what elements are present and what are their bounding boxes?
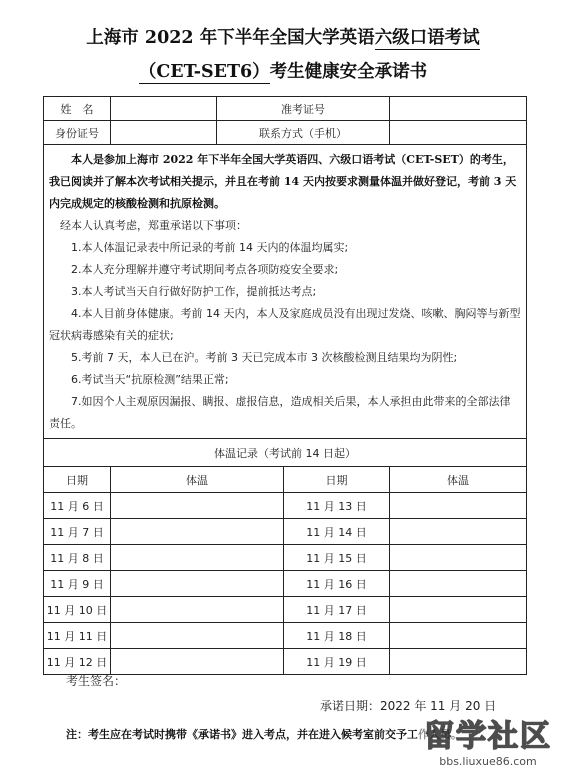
temp-input-left[interactable] <box>111 597 284 623</box>
temp-input-right[interactable] <box>390 493 527 519</box>
temp-input-right[interactable] <box>390 649 527 675</box>
temperature-header-row <box>44 467 527 493</box>
date-cell-right: 11 月 14 日 <box>284 519 390 545</box>
pledge-item-3: 3.本人考试当天自行做好防护工作，提前抵达考点; <box>71 285 317 298</box>
title-line1-underlined: 六级口语考试 <box>374 28 480 48</box>
date-cell-left: 11 月 9 日 <box>44 571 111 597</box>
date-cell-right: 11 月 15 日 <box>284 545 390 571</box>
date-cell-left: 11 月 6 日 <box>44 493 111 519</box>
footer-note: 注：考生应在考试时携带《承诺书》进入考点，并在进入候考室前交予工作人员。 <box>66 728 462 741</box>
date-cell-right: 11 月 13 日 <box>284 493 390 519</box>
pledge-item-1: 1.本人体温记录表中所记录的考前 14 天内的体温均属实; <box>71 241 349 254</box>
pledge-item-4: 4.本人目前身体健康。考前 14 天内，本人及家庭成员没有出现过发烧、咳嗽、胸闷等与新型冠状病毒感染有关的症状; <box>49 307 521 342</box>
temperature-record-title: 体温记录（考试前 14 日起） <box>44 439 527 467</box>
title-line1-text: 上海市 2022 年下半年全国大学英语 <box>86 28 375 48</box>
temp-input-right[interactable] <box>390 545 527 571</box>
watermark-logo <box>413 710 563 772</box>
date-cell-right: 11 月 19 日 <box>284 649 390 675</box>
date-column-header-right: 日期 <box>284 467 390 493</box>
document-title-line1 <box>0 24 566 49</box>
temperature-title-row <box>44 439 527 467</box>
pledge-item-5: 5.考前 7 天，本人已在沪。考前 3 天已完成本市 3 次核酸检测且结果均为阴性; <box>71 351 458 364</box>
temp-input-left[interactable] <box>111 623 284 649</box>
admission-number-field[interactable] <box>390 97 527 121</box>
temp-column-header-right: 体温 <box>390 467 527 493</box>
contact-label: 联系方式（手机） <box>217 121 390 145</box>
table-row <box>44 623 527 649</box>
id-number-field[interactable] <box>111 121 217 145</box>
temp-input-left[interactable] <box>111 519 284 545</box>
pledge-item-2: 2.本人充分理解并遵守考试期间考点各项防疫安全要求; <box>71 263 339 276</box>
table-row <box>44 649 527 675</box>
pledge-item-6: 6.考试当天“抗原检测”结果正常; <box>71 373 229 386</box>
table-row <box>44 545 527 571</box>
pledge-item-7: 7.如因个人主观原因漏报、瞒报、虚报信息，造成相关后果，本人承担由此带来的全部法律责任。 <box>49 395 511 430</box>
name-field[interactable] <box>111 97 217 121</box>
temp-input-left[interactable] <box>111 571 284 597</box>
pledge-form-table <box>43 96 527 675</box>
date-column-header-left: 日期 <box>44 467 111 493</box>
pledge-intro: 经本人认真考虑，郑重承诺以下事项： <box>60 219 247 232</box>
info-row-2 <box>44 121 527 145</box>
date-cell-right: 11 月 16 日 <box>284 571 390 597</box>
table-row <box>44 597 527 623</box>
date-cell-left: 11 月 10 日 <box>44 597 111 623</box>
temp-input-left[interactable] <box>111 545 284 571</box>
temp-input-right[interactable] <box>390 571 527 597</box>
temp-column-header-left: 体温 <box>111 467 284 493</box>
temp-input-right[interactable] <box>390 597 527 623</box>
date-cell-left: 11 月 8 日 <box>44 545 111 571</box>
signature-label: 考生签名： <box>66 674 127 688</box>
contact-field[interactable] <box>390 121 527 145</box>
document-title-line2 <box>0 58 566 83</box>
pledge-date: 承诺日期：2022 年 11 月 20 日 <box>320 699 497 713</box>
temp-input-right[interactable] <box>390 623 527 649</box>
table-row <box>44 519 527 545</box>
date-cell-left: 11 月 11 日 <box>44 623 111 649</box>
pledge-row <box>44 145 527 439</box>
pledge-bold-paragraph: 本人是参加上海市 2022 年下半年全国大学英语四、六级口语考试（CET-SET）的考生，我已阅读并了解本次考试相关提示，并且在考前 14 天内按要求测量体温并做好登记，考前 3 天内完成规定的核酸检测和抗原检测。 <box>49 153 517 210</box>
pledge-cell <box>44 145 527 439</box>
watermark-main-text: 留学社区 <box>424 719 552 754</box>
date-cell-right: 11 月 18 日 <box>284 623 390 649</box>
temp-input-right[interactable] <box>390 519 527 545</box>
title-line2-text: 考生健康安全承诺书 <box>269 62 428 82</box>
title-line2-underlined: （CET-SET6） <box>138 62 270 82</box>
id-number-label: 身份证号 <box>44 121 111 145</box>
admission-number-label: 准考证号 <box>217 97 390 121</box>
date-cell-left: 11 月 7 日 <box>44 519 111 545</box>
info-row-1 <box>44 97 527 121</box>
table-row <box>44 493 527 519</box>
table-row <box>44 571 527 597</box>
name-label: 姓 名 <box>44 97 111 121</box>
temp-input-left[interactable] <box>111 493 284 519</box>
date-cell-left: 11 月 12 日 <box>44 649 111 675</box>
temp-input-left[interactable] <box>111 649 284 675</box>
watermark-url: bbs.liuxue86.com <box>439 755 537 768</box>
date-cell-right: 11 月 17 日 <box>284 597 390 623</box>
